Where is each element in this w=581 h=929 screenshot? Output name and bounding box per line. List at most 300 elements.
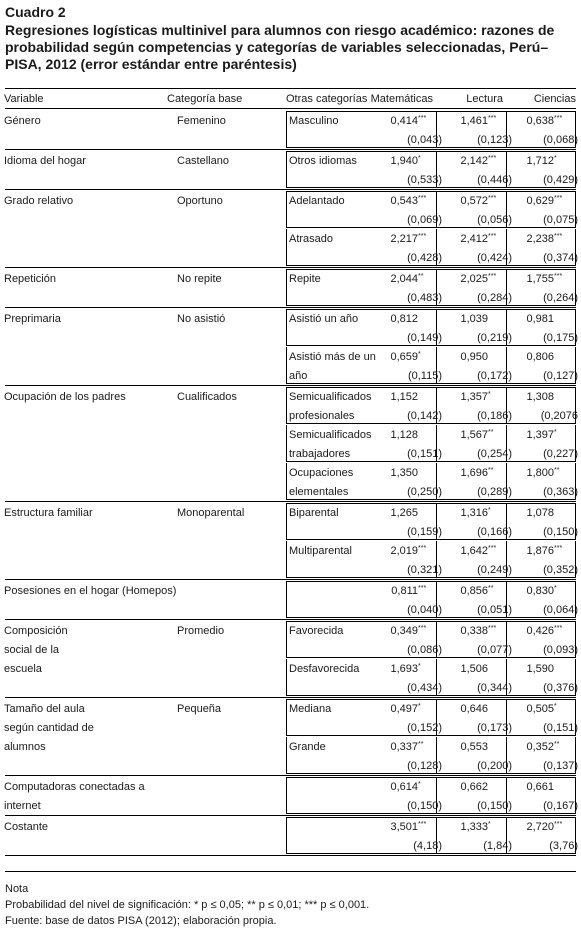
odds-ratio: 0,337: [390, 741, 418, 753]
science-value: 0,352**: [526, 741, 560, 753]
odds-ratio: 1,567: [460, 429, 488, 441]
box-border: [286, 347, 287, 383]
top-rule: [5, 88, 576, 89]
odds-ratio: 0,497: [390, 703, 418, 715]
science-value: 0,638***: [526, 115, 563, 127]
box-border: [575, 191, 576, 227]
math-value: [390, 390, 430, 404]
note-heading: Nota: [5, 883, 29, 895]
note-significance: Probabilidad del nivel de significación: * p ≤ 0,05; ** p ≤ 0,01; *** p ≤ 0,001.: [5, 899, 370, 911]
math-value: 0,543***: [390, 195, 427, 207]
box-border: [286, 657, 576, 658]
math-value: 0,414***: [390, 115, 427, 127]
other-category: Favorecida: [289, 625, 344, 637]
box-border: [436, 541, 437, 577]
standard-error: (0,219): [477, 332, 512, 344]
odds-ratio: 1,316: [460, 507, 488, 519]
reading-value: 1,642***: [460, 545, 497, 557]
standard-error: (0,424): [477, 252, 512, 264]
box-border: [506, 151, 507, 187]
box-border: [575, 309, 576, 345]
box-border: [436, 387, 437, 423]
other-category: Grande: [289, 741, 326, 753]
standard-error: (0,064): [543, 604, 578, 616]
odds-ratio: 1,590: [526, 663, 554, 675]
odds-ratio: 2,238: [526, 233, 554, 245]
odds-ratio: 0,614: [390, 781, 418, 793]
base-category: Castellano: [177, 155, 229, 167]
odds-ratio: 1,308: [526, 391, 554, 403]
box-border: [286, 621, 576, 622]
header-other: Otras categorías: [286, 93, 368, 105]
standard-error: (0,434): [407, 682, 442, 694]
box-border: [286, 461, 576, 462]
row-rule: [5, 775, 576, 776]
row-rule: [5, 579, 576, 580]
standard-error: (0,068): [543, 134, 578, 146]
standard-error: (0,175): [543, 332, 578, 344]
odds-ratio: 2,044: [390, 273, 418, 285]
math-value: 2,217***: [390, 233, 427, 245]
box-border: [286, 581, 576, 582]
box-border: [286, 345, 576, 346]
standard-error: (0,150): [407, 800, 442, 812]
standard-error: (0,352): [543, 564, 578, 576]
row-rule: [5, 855, 576, 856]
math-value: [390, 466, 430, 480]
science-value: [526, 506, 566, 520]
math-value: 0,659*: [390, 351, 421, 363]
variable-label: Preprimaria: [4, 313, 61, 325]
box-border: [286, 853, 576, 854]
row-rule: [5, 501, 576, 502]
box-border: [436, 777, 437, 813]
box-border: [506, 737, 507, 773]
other-category: Asistió un año: [289, 313, 359, 325]
box-border: [506, 777, 507, 813]
other-category: trabajadores: [289, 448, 351, 460]
row-rule: [5, 815, 576, 816]
box-border: [506, 699, 507, 735]
standard-error: (0,2076: [540, 410, 578, 422]
math-value: 0,349***: [390, 625, 427, 637]
odds-ratio: 1,265: [390, 507, 418, 519]
box-border: [436, 621, 437, 657]
reading-value: 0,338***: [460, 625, 497, 637]
box-border: [286, 695, 576, 696]
variable-label: Composición: [4, 625, 68, 637]
standard-error: (0,166): [477, 526, 512, 538]
box-border: [436, 111, 437, 147]
odds-ratio: 0,830: [526, 585, 554, 597]
box-border: [575, 581, 576, 617]
box-border: [506, 269, 507, 305]
box-border: [286, 503, 287, 539]
standard-error: (0,172): [477, 370, 512, 382]
box-border: [575, 111, 576, 147]
box-border: [286, 581, 287, 617]
box-border: [286, 191, 287, 227]
standard-error: (0,128): [407, 760, 442, 772]
odds-ratio: 0,646: [460, 703, 488, 715]
odds-ratio: 1,696: [460, 467, 488, 479]
row-rule: [5, 267, 576, 268]
science-value: 1,800**: [526, 467, 560, 479]
box-border: [286, 817, 576, 818]
variable-label: según cantidad de: [4, 722, 94, 734]
box-border: [286, 383, 576, 384]
science-value: 0,830*: [526, 585, 557, 597]
science-value: [526, 312, 566, 326]
odds-ratio: 1,461: [460, 115, 488, 127]
odds-ratio: 0,811: [391, 585, 418, 597]
odds-ratio: 1,693: [390, 663, 418, 675]
box-border: [286, 659, 287, 695]
odds-ratio: 0,662: [460, 781, 488, 793]
variable-label: Grado relativo: [4, 195, 74, 207]
box-border: [575, 621, 576, 657]
box-border: [286, 229, 287, 265]
odds-ratio: 1,876: [526, 545, 554, 557]
box-border: [575, 659, 576, 695]
science-value: 0,505*: [526, 703, 557, 715]
variable-label: Tamaño del aula: [4, 703, 85, 715]
standard-error: (0,227): [543, 448, 578, 460]
bottom-rule: [5, 871, 576, 872]
box-border: [286, 187, 576, 188]
science-value: 0,426***: [526, 625, 563, 637]
reading-value: 1,316*: [460, 507, 491, 519]
standard-error: (0,075): [543, 214, 578, 226]
standard-error: (0,284): [477, 292, 512, 304]
box-border: [575, 269, 576, 305]
row-rule: [5, 385, 576, 386]
standard-error: (0,123): [477, 134, 512, 146]
odds-ratio: 0,553: [460, 741, 488, 753]
science-value: 2,720***: [526, 821, 563, 833]
box-border: [286, 499, 576, 500]
standard-error: (0,150): [543, 526, 578, 538]
other-category: Otros idiomas: [289, 155, 357, 167]
standard-error: (0,040): [407, 604, 442, 616]
other-category: Mediana: [289, 703, 332, 715]
odds-ratio: 0,950: [460, 351, 488, 363]
odds-ratio: 1,940: [390, 155, 418, 167]
box-border: [286, 111, 576, 112]
box-border: [286, 111, 287, 147]
odds-ratio: 0,338: [460, 625, 488, 637]
box-border: [286, 463, 287, 499]
box-border: [286, 387, 287, 423]
standard-error: (0,533): [407, 174, 442, 186]
variable-label: alumnos: [4, 741, 46, 753]
odds-ratio: 2,720: [526, 821, 554, 833]
standard-error: (0,152): [407, 722, 442, 734]
variable-label: escuela: [4, 663, 42, 675]
box-border: [506, 387, 507, 423]
standard-error: (0,167): [543, 800, 578, 812]
reading-value: 0,572***: [460, 195, 497, 207]
science-value: 2,238***: [526, 233, 563, 245]
standard-error: (3,76): [549, 840, 578, 852]
box-border: [436, 463, 437, 499]
box-border: [575, 151, 576, 187]
header-base: Categoría base: [167, 93, 243, 105]
other-category: Adelantado: [289, 195, 345, 207]
box-border: [436, 581, 437, 617]
odds-ratio: 0,981: [526, 313, 554, 325]
box-border: [436, 659, 437, 695]
math-value: [390, 312, 430, 326]
variable-label: Ocupación de los padres: [4, 391, 126, 403]
base-category: Promedio: [177, 625, 225, 637]
standard-error: (0,344): [477, 682, 512, 694]
standard-error: (0,150): [477, 800, 512, 812]
box-border: [286, 147, 576, 148]
box-border: [286, 817, 287, 853]
other-category: Multiparental: [289, 545, 352, 557]
reading-value: 1,461***: [460, 115, 497, 127]
base-category: Monoparental: [177, 507, 245, 519]
box-border: [575, 229, 576, 265]
standard-error: (0,086): [407, 644, 442, 656]
box-border: [506, 659, 507, 695]
header-rule: [5, 108, 576, 109]
math-value: 0,497*: [390, 703, 421, 715]
box-border: [436, 269, 437, 305]
standard-error: (0,376): [543, 682, 578, 694]
box-border: [436, 151, 437, 187]
box-border: [506, 425, 507, 461]
math-value: 0,614*: [390, 781, 421, 793]
math-value: 1,693*: [390, 663, 421, 675]
note-source: Fuente: base de datos PISA (2012); elaboración propia.: [5, 915, 277, 927]
standard-error: (0,151): [407, 448, 442, 460]
header-math: Matemáticas: [370, 93, 433, 105]
box-border: [286, 737, 287, 773]
odds-ratio: 1,128: [390, 429, 418, 441]
variable-label: social de la: [4, 644, 60, 656]
standard-error: (0,483): [407, 292, 442, 304]
box-border: [575, 817, 576, 853]
reading-value: [460, 662, 500, 676]
odds-ratio: 0,629: [526, 195, 554, 207]
reading-value: [460, 312, 500, 326]
variable-label: Repetición: [4, 273, 56, 285]
standard-error: (0,200): [477, 760, 512, 772]
box-border: [575, 347, 576, 383]
box-border: [286, 151, 576, 152]
box-border: [286, 699, 576, 700]
box-border: [286, 151, 287, 187]
table-label: Cuadro 2: [5, 4, 66, 20]
base-category: Oportuno: [177, 195, 223, 207]
base-category: Pequeña: [177, 703, 222, 715]
box-border: [575, 387, 576, 423]
other-category: Asistió más de un: [289, 351, 376, 363]
box-border: [506, 229, 507, 265]
standard-error: (0,289): [477, 486, 512, 498]
header-reading: Lectura: [466, 93, 503, 105]
standard-error: (0,142): [407, 410, 442, 422]
box-border: [436, 503, 437, 539]
box-border: [436, 347, 437, 383]
box-border: [286, 227, 576, 228]
base-category: Cualificados: [177, 391, 237, 403]
standard-error: (0,127): [543, 370, 578, 382]
math-value: 2,044**: [390, 273, 424, 285]
standard-error: (0,446): [477, 174, 512, 186]
standard-error: (0,077): [477, 644, 512, 656]
odds-ratio: 1,800: [526, 467, 554, 479]
reading-value: [460, 740, 500, 754]
standard-error: (0,374): [543, 252, 578, 264]
box-border: [506, 347, 507, 383]
box-border: [506, 541, 507, 577]
box-border: [506, 463, 507, 499]
odds-ratio: 2,025: [460, 273, 488, 285]
box-border: [436, 309, 437, 345]
box-border: [506, 621, 507, 657]
box-border: [436, 425, 437, 461]
standard-error: (0,186): [477, 410, 512, 422]
other-category: Repite: [289, 273, 321, 285]
odds-ratio: 1,333: [460, 821, 488, 833]
other-category: Biparental: [289, 507, 339, 519]
odds-ratio: 1,712: [526, 155, 554, 167]
odds-ratio: 0,414: [390, 115, 418, 127]
standard-error: (0,250): [407, 486, 442, 498]
row-rule: [5, 697, 576, 698]
box-border: [286, 191, 576, 192]
box-border: [286, 735, 576, 736]
header-science: Ciencias: [533, 93, 576, 105]
reading-value: 0,856**: [460, 585, 494, 597]
row-rule: [5, 189, 576, 190]
science-value: 1,397*: [526, 429, 557, 441]
math-value: [390, 428, 430, 442]
odds-ratio: 2,412: [460, 233, 488, 245]
standard-error: (0,043): [407, 134, 442, 146]
standard-error: (1,84): [483, 840, 512, 852]
math-value: 3,501***: [390, 821, 427, 833]
box-border: [575, 777, 576, 813]
box-border: [436, 737, 437, 773]
header-variable: Variable: [4, 93, 44, 105]
box-border: [286, 699, 287, 735]
box-border: [286, 387, 576, 388]
odds-ratio: 0,352: [526, 741, 554, 753]
odds-ratio: 1,755: [526, 273, 554, 285]
other-category: año: [289, 370, 308, 382]
standard-error: (0,173): [477, 722, 512, 734]
odds-ratio: 0,659: [390, 351, 418, 363]
standard-error: (0,429): [543, 174, 578, 186]
box-border: [436, 229, 437, 265]
box-border: [286, 309, 576, 310]
standard-error: (0,254): [477, 448, 512, 460]
standard-error: (4,18): [413, 840, 442, 852]
variable-label: Posesiones en el hogar (Homepos): [4, 585, 177, 597]
other-category: Masculino: [289, 115, 339, 127]
science-value: [526, 662, 566, 676]
math-value: [390, 506, 430, 520]
box-border: [286, 813, 576, 814]
box-border: [575, 425, 576, 461]
box-border: [286, 621, 287, 657]
box-border: [506, 581, 507, 617]
variable-label: internet: [4, 800, 41, 812]
base-category: No repite: [177, 273, 222, 285]
odds-ratio: 1,506: [460, 663, 488, 675]
odds-ratio: 3,501: [390, 821, 418, 833]
box-border: [286, 269, 576, 270]
other-category: Desfavorecida: [289, 663, 360, 675]
odds-ratio: 0,661: [526, 781, 554, 793]
box-border: [286, 541, 287, 577]
standard-error: (0,137): [543, 760, 578, 772]
science-value: 0,629***: [526, 195, 563, 207]
base-category: No asistió: [177, 313, 226, 325]
variable-label: Costante: [4, 821, 49, 833]
odds-ratio: 0,572: [460, 195, 488, 207]
odds-ratio: 2,019: [390, 545, 418, 557]
box-border: [286, 269, 287, 305]
odds-ratio: 1,642: [460, 545, 488, 557]
standard-error: (0,151): [543, 722, 578, 734]
standard-error: (0,159): [407, 526, 442, 538]
odds-ratio: 0,806: [526, 351, 554, 363]
row-rule: [5, 149, 576, 150]
box-border: [286, 423, 576, 424]
odds-ratio: 0,505: [526, 703, 554, 715]
odds-ratio: 1,039: [460, 313, 488, 325]
odds-ratio: 0,856: [460, 585, 488, 597]
other-category: Ocupaciones: [289, 467, 354, 479]
box-border: [286, 305, 576, 306]
standard-error: (0,069): [407, 214, 442, 226]
reading-value: 1,696**: [460, 467, 494, 479]
row-rule: [5, 307, 576, 308]
table-title: Regresiones logísticas multinivel para alumnos con riesgo académico: razones de probabilidad según competencias y categorías de variables seleccionadas, Perú–PISA, 2012 (error estándar entre paréntesis): [5, 22, 555, 72]
standard-error: (0,363): [543, 486, 578, 498]
science-value: 1,876***: [526, 545, 563, 557]
box-border: [286, 425, 287, 461]
standard-error: (0,321): [407, 564, 442, 576]
odds-ratio: 1,350: [390, 467, 418, 479]
box-border: [436, 699, 437, 735]
box-border: [286, 777, 576, 778]
standard-error: (0,056): [477, 214, 512, 226]
box-border: [506, 191, 507, 227]
box-border: [506, 503, 507, 539]
box-border: [575, 541, 576, 577]
standard-error: (0,249): [477, 564, 512, 576]
odds-ratio: 2,142: [460, 155, 488, 167]
standard-error: (0,428): [407, 252, 442, 264]
math-value: 2,019***: [390, 545, 427, 557]
standard-error: (0,051): [477, 604, 512, 616]
science-value: [526, 350, 566, 364]
base-category: Femenino: [177, 115, 226, 127]
variable-label: Género: [4, 115, 41, 127]
reading-value: [460, 702, 500, 716]
odds-ratio: 1,152: [390, 391, 418, 403]
science-value: 1,712*: [526, 155, 557, 167]
box-border: [575, 463, 576, 499]
math-value: 0,337**: [390, 741, 424, 753]
reading-value: 2,025***: [460, 273, 497, 285]
